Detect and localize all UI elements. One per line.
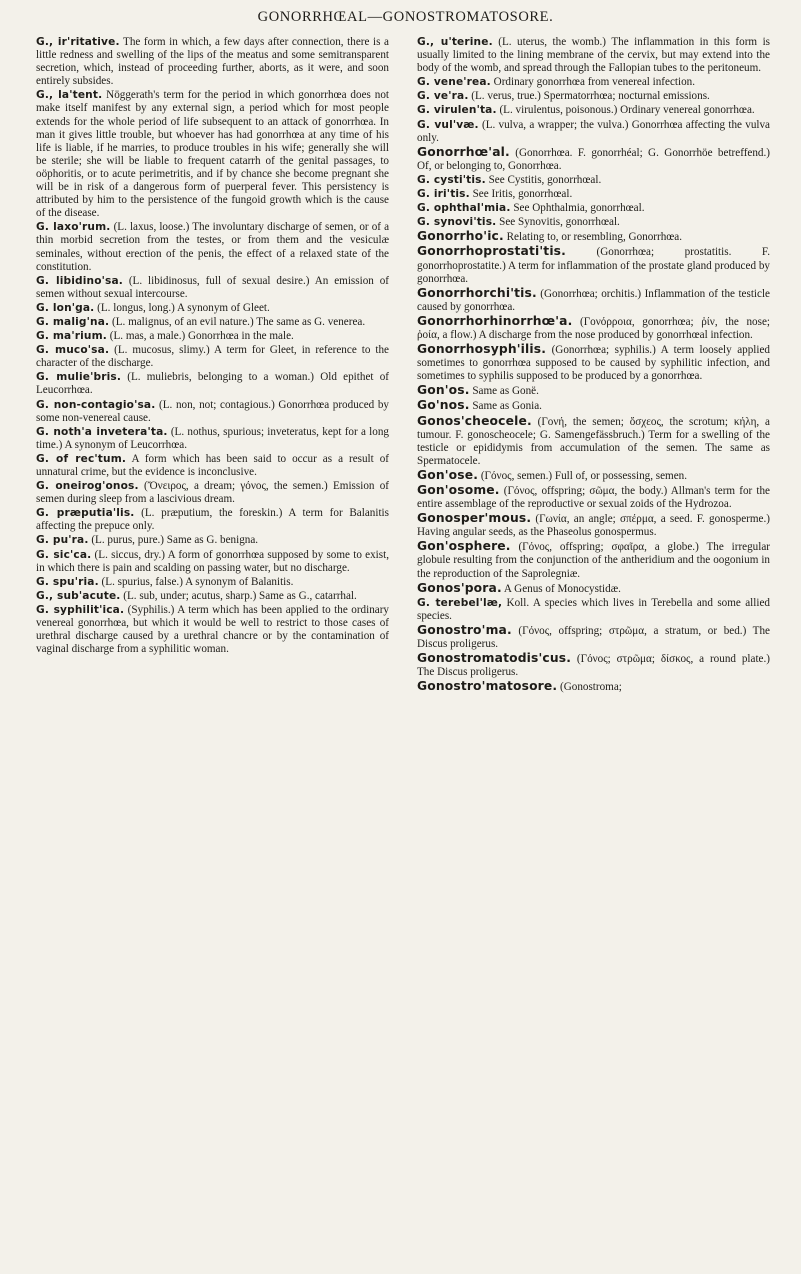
dictionary-entry — [417, 399, 770, 413]
entry-definition: (L. longus, long.) A synonym of Gleet. — [94, 301, 270, 314]
entry-definition: (L. verus, true.) Spermatorrhœa; nocturnal emissions. — [468, 90, 710, 103]
entry-definition: Ordinary gonorrhœa from venereal infection. — [490, 76, 696, 89]
entry-definition: Nöggerath's term for the period in which gonorrhœa does not make itself manifest by any external sign, a period which for most people extends for the whole period of life subsequent to an attack of gonorrhœa. In man it gives little trouble, but whoever has had gonorrhœa at any time of his life is liable, if he marries, to produce troubles in his wife; generally she will be sterile; she will be liable to frequent catarrh of the genital passages, to oöphoritis, or to acute perimetritis, and if by chance she become pregnant she will be in risk of a dangerous form of puerperal fever. This persistency is attributed by him to the persistence of the fungoid growth which is the cause of the disease. — [36, 89, 389, 220]
entry-definition: (Γόνος, semen.) Full of, or possessing, semen. — [478, 469, 688, 482]
dictionary-entry — [417, 384, 770, 398]
dictionary-entry — [417, 287, 770, 314]
entry-definition: (Gonorrhœa; orchitis.) Inflammation of the testicle caused by gonorrhœa. — [417, 287, 770, 313]
dictionary-entry — [417, 652, 770, 679]
dictionary-entry — [36, 399, 389, 425]
dictionary-entry — [417, 415, 770, 468]
entry-headword: Gonos'cheocele. — [417, 413, 532, 428]
dictionary-entry — [36, 316, 389, 329]
entry-headword: G. of rec'tum. — [36, 452, 127, 465]
running-header: GONORRHŒAL—GONOSTROMATOSORE. — [257, 9, 554, 25]
dictionary-entry — [36, 604, 389, 656]
entry-definition: (Gonostroma; — [557, 681, 622, 694]
entry-headword: Gonostromatodis'cus. — [417, 651, 572, 666]
dictionary-entry — [36, 453, 389, 479]
dictionary-entry — [36, 576, 389, 589]
entry-definition: (L. spurius, false.) A synonym of Balanitis. — [98, 575, 294, 588]
entry-definition: (L. muliebris, belonging to a woman.) Old epithet of Leucorrhœa. — [36, 371, 389, 397]
entry-headword: Gonosper'mous. — [417, 511, 532, 526]
entry-headword: G. iri'tis. — [417, 188, 470, 201]
entry-definition: See Ophthalmia, gonorrhœal. — [510, 202, 645, 215]
dictionary-entry — [36, 590, 389, 603]
entry-definition: (Gonorrhœa; syphilis.) A term loosely applied sometimes to gonorrhœa supposed to be caused by syphilitic infection, and sometimes to syphilis supposed to be produced by a gonorrhœa. — [417, 344, 770, 383]
dictionary-entry — [36, 426, 389, 452]
entry-headword: G. ve'ra. — [417, 90, 469, 103]
entry-definition: Koll. A species which lives in Terebella and some allied species. — [417, 596, 770, 622]
dictionary-entry — [417, 119, 770, 145]
entry-definition: (Γόνος, offspring; στρῶμα, a stratum, or bed.) The Discus proligerus. — [417, 624, 770, 651]
dictionary-entry — [36, 275, 389, 301]
dictionary-entry — [417, 597, 770, 623]
entry-definition: (Γόνος; στρῶμα; δίσκος, a round plate.) The Discus proligerus. — [417, 653, 770, 679]
entry-headword: G. synovi'tis. — [417, 216, 497, 229]
entry-definition: (Syphilis.) A term which has been applied to the ordinary venereal gonorrhœa, but which it would be well to restrict to those cases of urethral discharge caused by a urethral chancre or by the contamination of vaginal discharge from a syphilitic woman. — [36, 603, 390, 656]
entry-headword: Gonostro'ma. — [417, 622, 512, 637]
dictionary-entry — [417, 104, 770, 117]
entry-definition: (L. virulentus, poisonous.) Ordinary venereal gonorrhœa. — [496, 104, 755, 117]
entry-headword: G. spu'ria. — [36, 575, 99, 588]
dictionary-entry — [36, 507, 389, 533]
entry-definition: (L. purus, pure.) Same as G. benigna. — [88, 534, 259, 547]
entry-definition: (Γόνος, offspring; σφαῖρα, a globe.) The irregular globule resulting from the conjunction of the antheridium and the oogonium in the reproduction of the Saprolegniæ. — [417, 541, 770, 580]
entry-headword: G. vul'væ. — [417, 118, 479, 131]
entry-headword: G. terebel'læ, — [417, 596, 503, 609]
entry-headword: G. syphilit'ica. — [36, 603, 125, 616]
dictionary-entry — [36, 344, 389, 370]
entry-definition: See Iritis, gonorrhœal. — [469, 188, 573, 201]
entry-headword: G. malig'na. — [36, 315, 110, 328]
entry-headword: G. libidino'sa. — [36, 274, 123, 287]
entry-headword: G. laxo'rum. — [36, 221, 111, 234]
entry-definition: (Ὄνειρος, a dream; γόνος, the semen.) Emission of semen during sleep from a lascivious dream. — [36, 480, 389, 506]
dictionary-entry — [417, 484, 770, 511]
entry-headword: Gonorrhosyph'ilis. — [417, 342, 547, 357]
dictionary-entry — [417, 469, 770, 483]
entry-headword: G. pu'ra. — [36, 534, 89, 547]
dictionary-entry — [36, 549, 389, 575]
dictionary-entry — [36, 330, 389, 343]
dictionary-entry — [36, 36, 389, 88]
entry-definition: (L. libidinosus, full of sexual desire.) An emission of semen without sexual intercourse. — [36, 274, 389, 300]
entry-definition: (L. uterus, the womb.) The inflammation in this form is usually limited to the lining membrane of the cervix, but may extend into the body of the womb, and spread through the Fallopian tubes to the peritoneum. — [417, 36, 771, 75]
entry-headword: G., u'terine. — [417, 36, 493, 48]
dictionary-entry — [417, 90, 770, 103]
entry-headword: G. lon'ga. — [36, 301, 95, 314]
entry-definition: (L. siccus, dry.) A form of gonorrhœa supposed by some to exist, in which there is pain and scalding on passing water, but no discharge. — [36, 548, 389, 574]
dictionary-entry — [36, 89, 389, 220]
dictionary-entry — [417, 512, 770, 539]
entry-headword: G. cysti'tis. — [417, 173, 486, 186]
dictionary-entry — [417, 174, 770, 187]
entry-headword: G., la'tent. — [36, 89, 103, 102]
entry-definition: A form which has been said to occur as a result of unnatural crime, but the evidence is inconclusive. — [36, 452, 390, 478]
dictionary-entry — [417, 216, 770, 229]
entry-headword: G. non-contagio'sa. — [36, 398, 156, 411]
entry-headword: G., ir'ritative. — [36, 36, 120, 48]
entry-definition: (L. vulva, a wrapper; the vulva.) Gonorrhœa affecting the vulva only. — [417, 118, 770, 144]
entry-headword: Gon'osome. — [417, 483, 500, 497]
entry-definition: Same as Gonë. — [469, 385, 539, 398]
entry-definition: (Gonorrhœa. F. gonorrhéal; G. Gonorrhöe betreffend.) Of, or belonging to, Gonorrhœa. — [417, 146, 770, 172]
dictionary-entry — [417, 315, 770, 342]
dictionary-entry — [36, 221, 389, 273]
entry-definition: See Synovitis, gonorrhœal. — [496, 216, 620, 229]
dictionary-entry — [417, 624, 770, 651]
entry-definition: (L. mas, a male.) Gonorrhœa in the male. — [106, 330, 294, 343]
dictionary-entry — [36, 480, 389, 506]
entry-headword: G. virulen'ta. — [417, 104, 497, 117]
entry-headword: Gon'os. — [417, 383, 470, 398]
entry-definition: (Gonorrhœa; prostatitis. F. gonorrhoprostatite.) A term for inflammation of the prostate gland produced by gonorrhœa. — [417, 246, 770, 285]
entry-headword: G., sub'acute. — [36, 589, 121, 602]
entry-headword: G. ophthal'mia. — [417, 202, 511, 215]
entry-definition: Same as Gonia. — [469, 400, 542, 413]
entry-headword: Gon'ose. — [417, 467, 479, 482]
dictionary-entry — [417, 76, 770, 89]
entry-headword: Gonorrhœ'al. — [417, 144, 510, 159]
dictionary-entry — [417, 680, 770, 694]
dictionary-entry — [417, 245, 770, 285]
entry-headword: Gon'osphere. — [417, 539, 511, 554]
dictionary-entry — [417, 230, 770, 244]
entry-headword: G. muco'sa. — [36, 344, 110, 357]
entry-definition: (Γονόρροια, gonorrhœa; ῥίν, the nose; ῥοία, a flow.) A discharge from the nose produced by gonorrhœal infection. — [417, 315, 770, 341]
dictionary-entry — [417, 36, 770, 75]
entry-headword: G. sic'ca. — [36, 548, 92, 561]
right-column — [417, 36, 770, 695]
entry-headword: G. ma'rium. — [36, 330, 107, 343]
dictionary-entry — [417, 582, 770, 596]
entry-definition: (L. non, not; contagious.) Gonorrhœa produced by some non-venereal cause. — [36, 398, 389, 424]
dictionary-entry — [417, 540, 770, 580]
entry-definition: (L. malignus, of an evil nature.) The same as G. venerea. — [109, 315, 366, 328]
two-column-body — [36, 36, 775, 695]
entry-headword: Gonorrhorchi'tis. — [417, 285, 537, 300]
entry-definition: (L. nothus, spurious; inveteratus, kept for a long time.) A synonym of Leucorrhœa. — [36, 425, 389, 451]
entry-headword: Gonos'pora. — [417, 580, 502, 595]
entry-headword: Gonostro'matosore. — [417, 679, 558, 694]
entry-definition: (Γόνος, offspring; σῶμα, the body.) Allman's term for the entire assemblage of the reproductive or sexual zoids of the Hydrozoa. — [417, 485, 770, 511]
dictionary-entry — [36, 534, 389, 547]
entry-headword: Gonorrhorhinorrhœ'a. — [417, 313, 573, 328]
left-column — [36, 36, 389, 695]
entry-definition: (L. mucosus, slimy.) A term for Gleet, in reference to the character of the discharge. — [36, 344, 390, 370]
entry-headword: Go'nos. — [417, 398, 470, 413]
entry-definition: Relating to, or resembling, Gonorrhœa. — [503, 231, 683, 244]
entry-definition: See Cystitis, gonorrhœal. — [485, 173, 602, 186]
entry-headword: G. noth'a invetera'ta. — [36, 425, 168, 438]
entry-headword: G. oneirog'onos. — [36, 480, 139, 493]
entry-definition: (Γονή, the semen; ὄσχεος, the scrotum; κήλη, a tumour. F. gonoscheocele; G. Samengefässbruch.) Term for a swelling of the testicle or epididymis from accumulation of the semen. The same as Spermatocele. — [417, 415, 770, 467]
entry-definition: The form in which, a few days after connection, there is a little redness and swelling of the lips of the meatus and some semitransparent secretion, which, instead of proceeding further, aborts, as it were, and soon entirely subsides. — [36, 36, 389, 88]
dictionary-entry — [417, 343, 770, 383]
dictionary-entry — [417, 202, 770, 215]
dictionary-entry — [417, 188, 770, 201]
entry-definition: (L. sub, under; acutus, sharp.) Same as G., catarrhal. — [120, 589, 357, 602]
entry-definition: (L. laxus, loose.) The involuntary discharge of semen, or of a thin morbid secretion from the testes, or from them and the vesiculæ seminales, without erection of the penis, the effect of a relaxed state of the constitution. — [36, 221, 390, 273]
entry-definition: A Genus of Monocystidæ. — [501, 582, 621, 595]
entry-definition: (L. præputium, the foreskin.) A term for Balanitis affecting the prepuce only. — [36, 507, 389, 533]
entry-definition: (Γωνία, an angle; σπέρμα, a seed. F. gonosperme.) Having angular seeds, as the Phaseolus gonospermus. — [417, 513, 770, 539]
dictionary-entry — [417, 146, 770, 173]
entry-headword: G. præputia'lis. — [36, 507, 135, 520]
dictionary-entry — [36, 302, 389, 315]
entry-headword: G. vene'rea. — [417, 76, 491, 89]
dictionary-entry — [36, 371, 389, 397]
entry-headword: Gonorrhoprostati'tis. — [417, 244, 566, 259]
entry-headword: Gonorrho'ic. — [417, 229, 504, 244]
entry-headword: G. mulie'bris. — [36, 371, 121, 384]
